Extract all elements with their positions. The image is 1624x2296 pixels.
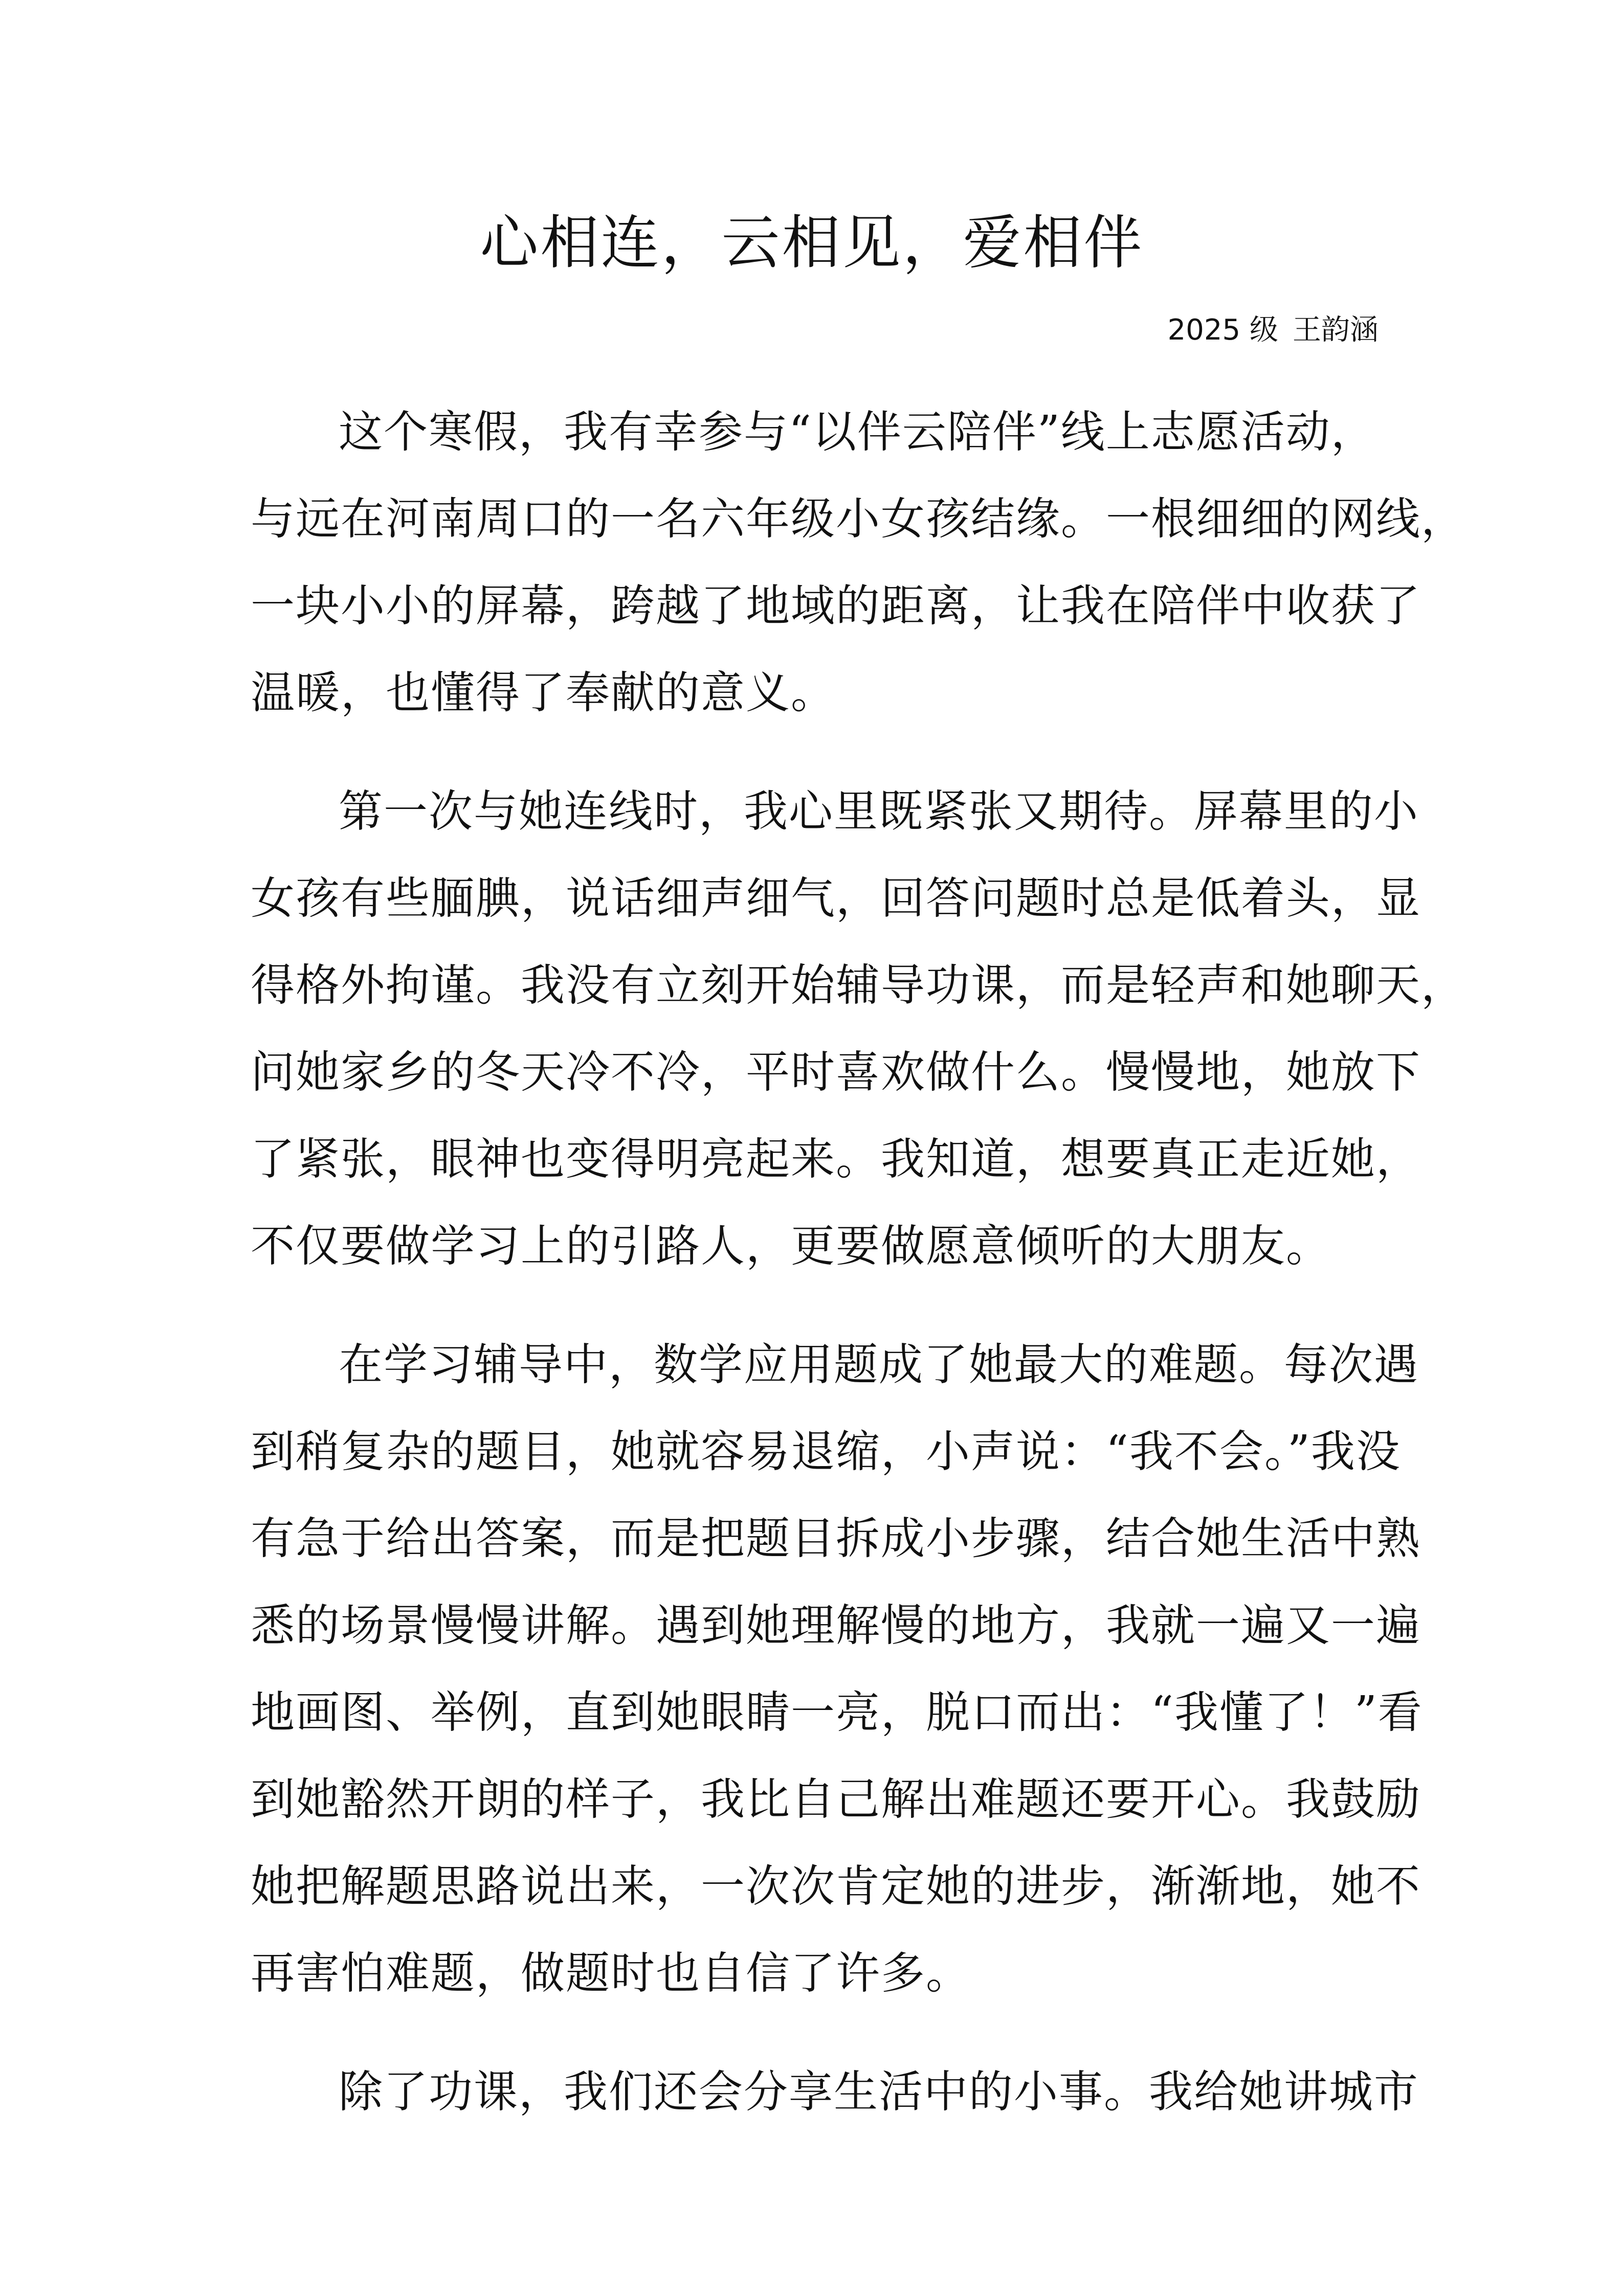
text-line: 再害怕难题，做题时也自信了许多。 [251, 1948, 971, 1999]
text-line: 得格外拘谨。我没有立刻开始辅导功课，而是轻声和她聊天， [251, 960, 1466, 1011]
essay-body [251, 389, 1466, 2135]
paragraph-2 [251, 768, 1466, 1290]
text-line: 了紧张，眼神也变得明亮起来。我知道，想要真正走近她， [251, 1134, 1421, 1185]
paragraph-spacer [251, 1290, 1376, 1321]
text-line: 悉的场景慢慢讲解。遇到她理解慢的地方，我就一遍又一遍 [251, 1600, 1421, 1651]
paragraph-4 [251, 2049, 1419, 2135]
text-line: 有急于给出答案，而是把题目拆成小步骤，结合她生活中熟 [251, 1513, 1421, 1564]
text-line: 这个寒假，我有幸参与“以伴云陪伴”线上志愿活动， [339, 407, 1376, 458]
text-line: 温暖，也懂得了奉献的意义。 [251, 667, 836, 718]
text-line: 女孩有些腼腆，说话细声细气，回答问题时总是低着头，显 [251, 873, 1421, 924]
text-line: 一块小小的屏幕，跨越了地域的距离，让我在陪伴中收获了 [251, 580, 1421, 632]
paragraph-3 [251, 1321, 1423, 2017]
text-line: 到稍复杂的题目，她就容易退缩，小声说：“我不会。”我没 [251, 1426, 1401, 1477]
text-line: 地画图、举例，直到她眼睛一亮，脱口而出：“我懂了！”看 [251, 1687, 1423, 1738]
author-byline [1168, 310, 1378, 351]
text-line: 不仅要做学习上的引路人，更要做愿意倾听的大朋友。 [251, 1221, 1331, 1272]
text-line: 到她豁然开朗的样子，我比自己解出难题还要开心。我鼓励 [251, 1774, 1421, 1825]
text-line: 在学习辅导中，数学应用题成了她最大的难题。每次遇 [339, 1339, 1419, 1390]
paragraph-1 [251, 389, 1466, 736]
author-grade: 2025 级 [1167, 313, 1278, 347]
text-line: 除了功课，我们还会分享生活中的小事。我给她讲城市 [339, 2066, 1419, 2118]
text-line: 她把解题思路说出来，一次次肯定她的进步，渐渐地，她不 [251, 1861, 1421, 1912]
text-line: 问她家乡的冬天冷不冷，平时喜欢做什么。慢慢地，她放下 [251, 1047, 1421, 1098]
page-title: 心相连，云相见，爱相伴 [480, 209, 1144, 277]
paragraph-spacer [251, 736, 1376, 768]
paragraph-spacer [251, 2017, 1376, 2049]
text-line: 与远在河南周口的一名六年级小女孩结缘。一根细细的网线， [251, 493, 1466, 545]
author-name: 王韵涵 [1293, 313, 1378, 347]
text-line: 第一次与她连线时，我心里既紧张又期待。屏幕里的小 [339, 786, 1419, 837]
